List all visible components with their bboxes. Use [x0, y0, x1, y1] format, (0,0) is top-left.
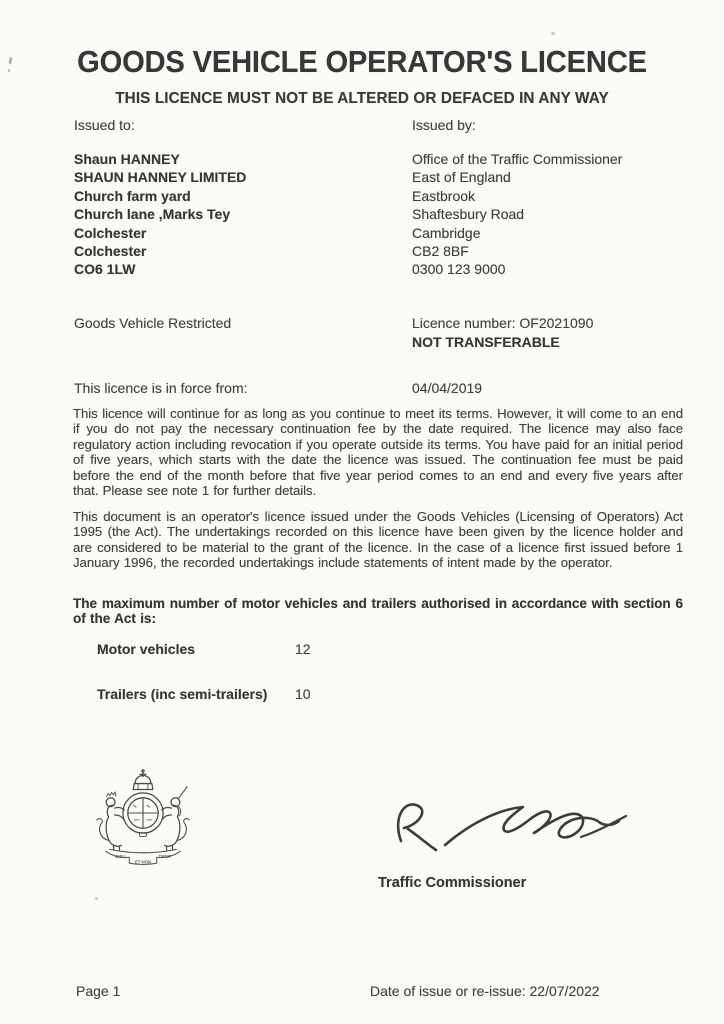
licence-category: Goods Vehicle Restricted	[74, 315, 232, 331]
footer-issue-date: 22/07/2022	[529, 983, 600, 999]
address-line: Church lane ,Marks Tey	[74, 206, 231, 223]
issued-by-address	[412, 150, 622, 279]
footer-page-number: Page 1	[76, 983, 121, 999]
max-vehicles-heading: The maximum number of motor vehicles and trailers authorised in accordance with section 6 of the Act is:	[73, 596, 683, 627]
in-force-label: This licence is in force from:	[74, 380, 248, 396]
auth-label: Trailers (inc semi-trailers)	[97, 686, 268, 702]
not-transferable-note: NOT TRANSFERABLE	[412, 334, 560, 350]
address-line: 0300 123 9000	[412, 261, 506, 278]
address-line: Shaftesbury Road	[412, 206, 525, 223]
scan-artifact	[551, 32, 555, 35]
address-line: Eastbrook	[412, 187, 476, 204]
address-line: SHAUN HANNEY LIMITED	[74, 169, 247, 186]
crest-motto-bottom: ET MON	[135, 859, 151, 865]
document-title: GOODS VEHICLE OPERATOR'S LICENCE	[77, 44, 647, 79]
in-force-date: 04/04/2019	[412, 380, 483, 396]
scan-artifact	[8, 57, 12, 64]
document-subtitle: THIS LICENCE MUST NOT BE ALTERED OR DEFACED IN ANY WAY	[115, 90, 609, 107]
auth-row-motor-vehicles	[97, 641, 497, 657]
address-line: Colchester	[74, 243, 147, 260]
crest-motto-left: DIEU	[115, 854, 126, 860]
issued-to-label: Issued to:	[74, 117, 135, 133]
licence-number-line	[412, 315, 593, 331]
footer-issue-label: Date of issue or re-issue:	[370, 983, 526, 999]
scan-artifact	[8, 69, 10, 72]
address-line: CB2 8BF	[412, 243, 469, 260]
footer-issue-date-line	[370, 983, 600, 999]
address-line: CO6 1LW	[74, 261, 136, 278]
issued-to-address	[74, 150, 246, 279]
address-line: East of England	[412, 169, 511, 186]
address-line: Church farm yard	[74, 187, 191, 204]
auth-label: Motor vehicles	[97, 641, 196, 657]
crest-motto-right: DROIT	[158, 854, 172, 860]
royal-coat-of-arms-icon	[84, 760, 202, 868]
paragraph-operators-licence: This document is an operator's licence issued under the Goods Vehicles (Licensing of Operators) Act 1995 (the Act). The undertakings recorded on this licence have been given by the licence holder and are considered to be material to the grant of the licence. In the case of a licence first issued before 1 January 1996, the recorded undertakings include statements of intent made by the operator.	[73, 509, 683, 571]
commissioner-signature	[383, 791, 645, 863]
address-line: Office of the Traffic Commissioner	[412, 151, 623, 167]
auth-value: 10	[295, 686, 311, 702]
auth-row-trailers	[97, 686, 497, 702]
signer-title: Traffic Commissioner	[378, 875, 527, 891]
address-line: Cambridge	[412, 224, 481, 241]
auth-value: 12	[295, 641, 311, 657]
address-line: Shaun HANNEY	[74, 151, 180, 167]
licence-number-value: OF2021090	[519, 315, 594, 331]
address-line: Colchester	[74, 224, 147, 241]
licence-number-label: Licence number:	[412, 315, 516, 331]
issued-by-label: Issued by:	[412, 117, 476, 133]
scan-artifact	[95, 897, 98, 900]
paragraph-continuation-terms: This licence will continue for as long as you continue to meet its terms. However, it will come to an end if you do not pay the necessary continuation fee by the date required. The licence may also face regulatory action including revocation if you operate outside its terms. You have paid for an initial period of five years, which starts with the date the licence was issued. The continuation fee must be paid before the end of the month before that five year period comes to an end and every five years after that. Please see note 1 for further details.	[73, 406, 683, 499]
